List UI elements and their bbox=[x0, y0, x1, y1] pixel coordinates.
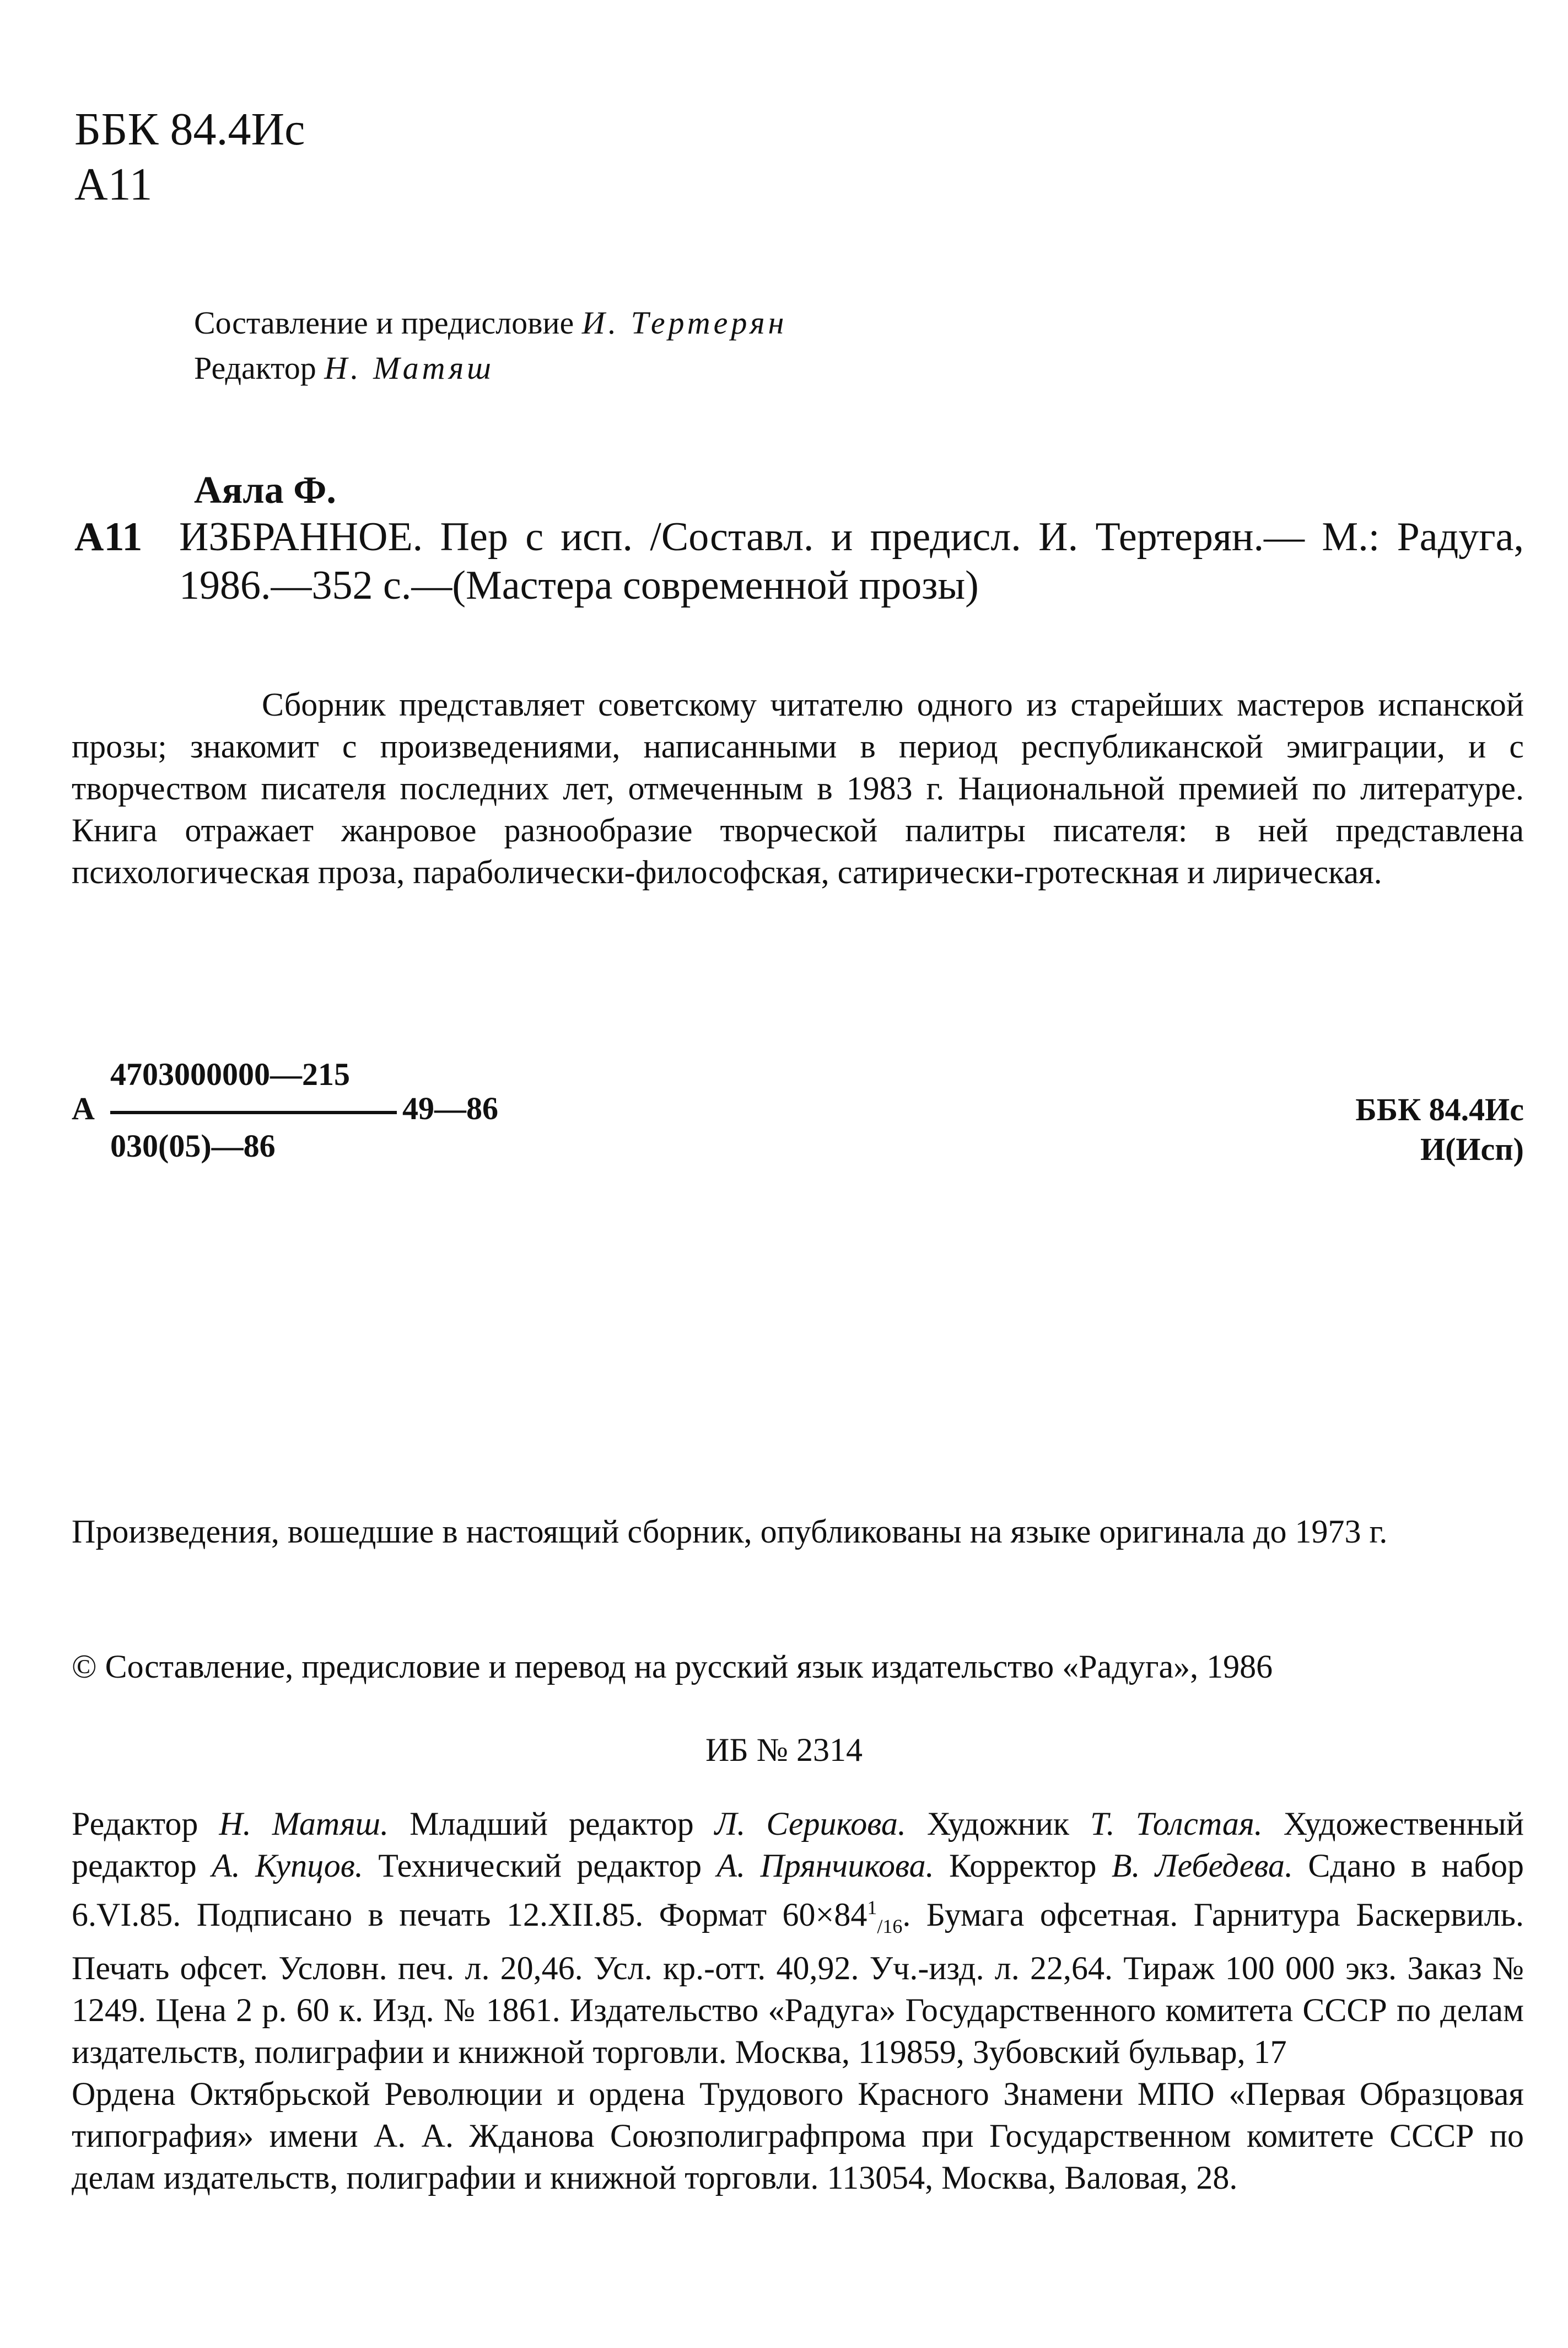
catalog-author: Аяла Ф. bbox=[194, 469, 336, 512]
fraction-line bbox=[110, 1111, 397, 1114]
author-mark: А11 bbox=[74, 159, 153, 210]
catalog-description: ИЗБРАННОЕ. Пер с исп. /Составл. и предисл. И. Тертерян.— М.: Радуга, 1986.—352 с.—(Мастера современной прозы) bbox=[179, 514, 1524, 608]
code-letter: А bbox=[72, 1090, 95, 1126]
editor-name: Н. Матяш bbox=[324, 350, 494, 386]
code-suffix: 49—86 bbox=[402, 1090, 498, 1126]
ib-number: ИБ № 2314 bbox=[705, 1732, 863, 1768]
copyright-notice: © Составление, предисловие и перевод на русский язык издательство «Радуга», 1986 bbox=[72, 1648, 1273, 1685]
publication-note: Произведения, вошедшие в настоящий сборник, опубликованы на языке оригинала до 1973 г. bbox=[72, 1513, 1388, 1550]
annotation-text: Сборник представляет советскому читателю одного из старейших мастеров испанской прозы; знакомит с произведениями, написанными в период республиканской эмиграции, и с творчеством писателя последних лет, отмеченным в 1983 г. Национальной премией по литературе. Книга отражает жанровое разнообразие творческой палитры писателя: в ней представлена психологическая проза, параболически-философская, сатирически-гротескная и лирическая. bbox=[72, 686, 1524, 890]
colophon bbox=[72, 1803, 1524, 2199]
catalog-code bbox=[72, 1056, 1524, 1177]
colophon-printer: Ордена Октябрьской Революции и ордена Трудового Красного Знамени МПО «Первая Образцовая типография» имени А. А. Жданова Союзполиграфпрома при Государственном комитете СССР по делам издательств, полиграфии и книжной торговли. 113054, Москва, Валовая, 28. bbox=[72, 2076, 1524, 2196]
catalog-index: А11 bbox=[74, 514, 143, 560]
annotation bbox=[72, 684, 1524, 893]
bbk-classification bbox=[74, 102, 305, 212]
colophon-publishing-details: Редактор Н. Матяш. Младший редактор Л. Серикова. Художник Т. Толстая. Художественный редактор А. Купцов. Технический редактор А. Прянчикова. Корректор В. Лебедева. Сдано в набор 6.VI.85. Подписано в печать 12.XII.85. Формат $60\times 84^1_{/16}$. Бумага офсетная. Гарнитура Баскервиль. Печать офсет. Условн. печ. л. 20,46. Усл. кр.-отт. 40,92. Уч.-изд. л. 22,64. Тираж 100 000 экз. Заказ № 1249. Цена 2 р. 60 к. Изд. № 1861. Издательство «Радуга» Государственного комитета СССР по делам издательств, полиграфии и книжной торговли. Москва, 119859, Зубовский бульвар, 17 bbox=[72, 1806, 1524, 2070]
credits bbox=[194, 300, 787, 391]
bbk-code: ББК 84.4Ис bbox=[74, 104, 305, 155]
compiler-name: И. Тертерян bbox=[581, 305, 788, 341]
code-bbk bbox=[1355, 1090, 1524, 1169]
editor-credit: Редактор Н. Матяш bbox=[194, 350, 494, 386]
code-numerator: 4703000000—215 bbox=[110, 1056, 350, 1092]
compiler-credit: Составление и предисловие И. Тертерян bbox=[194, 305, 788, 341]
code-bbk-number: ББК 84.4Ис bbox=[1355, 1092, 1524, 1127]
code-bbk-class: И(Исп) bbox=[1420, 1131, 1524, 1167]
code-denominator: 030(05)—86 bbox=[110, 1128, 276, 1164]
catalog-entry bbox=[74, 513, 1524, 610]
